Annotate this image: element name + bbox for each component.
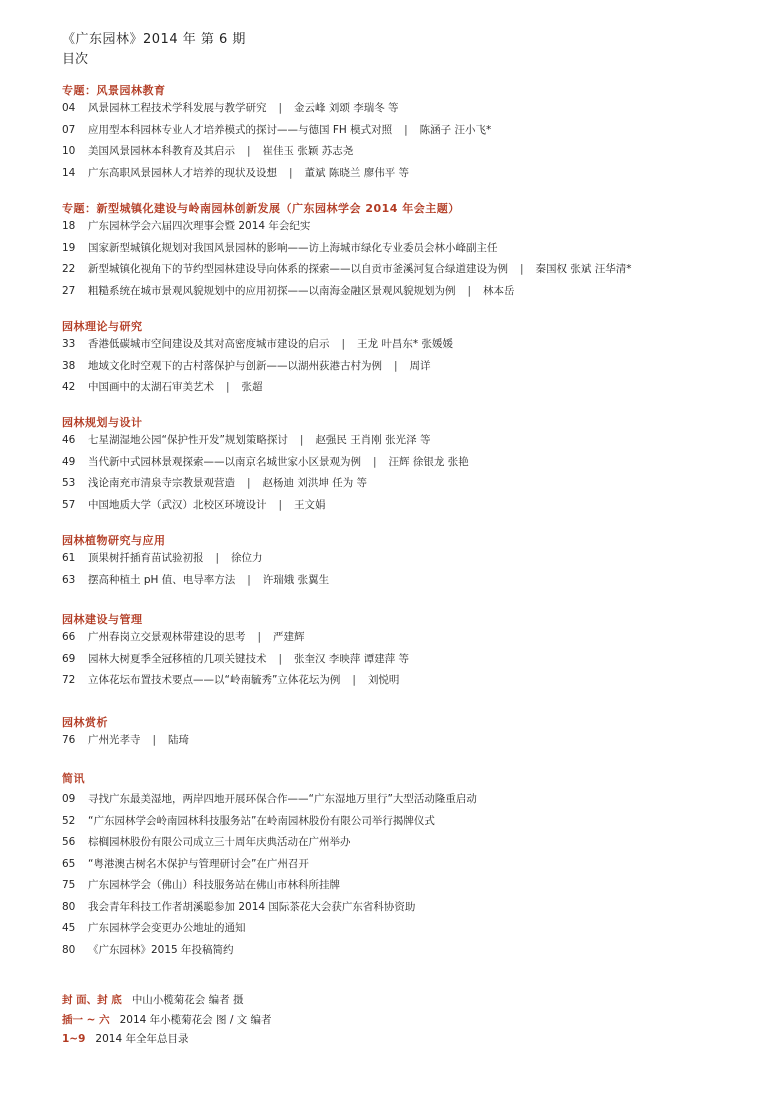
toc-entry — [62, 497, 326, 512]
article-title: 七星湖湿地公园“保护性开发”规划策略探讨 — [88, 434, 288, 446]
page-number: 52 — [62, 814, 76, 827]
section-heading: 园林规划与设计 — [62, 416, 143, 429]
article-authors: 崔佳玉 张颖 苏志尧 — [262, 145, 354, 158]
credit-text: 2014 年全年总目录 — [95, 1033, 189, 1045]
article-authors: 徐位力 — [231, 552, 263, 564]
toc-entry — [62, 122, 491, 137]
page-number: 04 — [62, 102, 76, 114]
article-authors: 林本岳 — [483, 284, 515, 297]
toc-entry — [62, 629, 305, 644]
article-authors: 董斌 陈晓兰 廖伟平 等 — [304, 166, 410, 179]
article-title: 摆高种植土 pH 值、电导率方法 — [88, 573, 236, 586]
page-number: 10 — [62, 145, 76, 158]
page-number: 66 — [62, 631, 76, 643]
toc-entry — [62, 572, 329, 587]
toc-entry — [62, 942, 234, 957]
page-number: 56 — [62, 836, 76, 849]
toc-entry — [62, 899, 415, 914]
separator: | — [257, 631, 262, 643]
article-title: 广东高职风景园林人才培养的现状及设想 — [88, 166, 277, 179]
article-authors: 赵杨迪 刘洪坤 任为 等 — [262, 477, 368, 490]
separator: | — [373, 455, 377, 468]
page-number: 65 — [62, 857, 76, 870]
toc-entry — [62, 877, 340, 892]
toc-entry — [62, 261, 631, 276]
article-title: 顶果树扦插育苗试验初报 — [88, 552, 204, 564]
toc-entry — [62, 732, 189, 747]
credit-text: 中山小榄菊花会 编者 摄 — [131, 994, 244, 1006]
toc-entry — [62, 100, 399, 115]
separator: | — [404, 123, 408, 136]
article-authors: 金云峰 刘颂 李瑞冬 等 — [294, 102, 399, 114]
separator: | — [394, 359, 398, 372]
separator: | — [247, 145, 251, 158]
page-number: 49 — [62, 455, 76, 468]
page-number: 69 — [62, 652, 76, 665]
toc-entry — [62, 283, 515, 298]
article-authors: 张奎汉 李映萍 谭建萍 等 — [294, 652, 410, 665]
toc-entry — [62, 379, 263, 394]
article-title: 粗糙系统在城市景观风貌规划中的应用初探——以南海金融区景观风貌规划为例 — [88, 284, 456, 297]
separator: | — [278, 102, 283, 114]
article-title: 中国画中的太湖石审美艺术 — [88, 381, 214, 394]
article-title: 新型城镇化视角下的节约型园林建设导向体系的探索——以自贡市釜溪河复合绿道建设为例 — [88, 263, 508, 276]
section-heading: 专题：风景园林教育 — [62, 84, 166, 97]
separator: | — [341, 338, 346, 350]
article-title: “广东园林学会岭南园林科技服务站”在岭南园林股份有限公司举行揭牌仪式 — [88, 814, 435, 827]
page-number: 42 — [62, 381, 76, 394]
section-heading: 园林植物研究与应用 — [62, 534, 166, 547]
article-title: 美国风景园林本科教育及其启示 — [88, 145, 235, 158]
page-number: 75 — [62, 879, 76, 892]
journal-title: 《广东园林》2014 年 第 6 期 — [62, 32, 246, 47]
page-number: 72 — [62, 674, 76, 687]
page-number: 63 — [62, 573, 76, 586]
page-number: 19 — [62, 241, 76, 254]
toc-entry — [62, 672, 399, 687]
toc-entry — [62, 856, 309, 871]
page-number: 80 — [62, 901, 76, 913]
article-title: 《广东园林》2015 年投稿简约 — [88, 943, 234, 956]
toc-entry — [62, 834, 351, 849]
article-title: 中国地质大学（武汉）北校区环境设计 — [88, 498, 267, 511]
section-heading: 简讯 — [62, 772, 85, 785]
article-title: 广东园林学会（佛山）科技服务站在佛山市林科所挂牌 — [88, 879, 340, 892]
page-number: 76 — [62, 734, 76, 746]
toc-entry — [62, 336, 453, 351]
toc-entry — [62, 475, 367, 490]
page-number: 07 — [62, 123, 76, 136]
article-title: 广州春岗立交景观林带建设的思考 — [88, 631, 246, 643]
toc-entry — [62, 791, 477, 806]
toc-entry — [62, 454, 469, 469]
separator: | — [278, 652, 283, 665]
section-heading: 专题：新型城镇化建设与岭南园林创新发展（广东园林学会 2014 年会主题） — [62, 202, 460, 215]
article-authors: 刘悦明 — [367, 674, 400, 687]
separator: | — [299, 434, 304, 446]
article-authors: 王文娟 — [294, 498, 326, 511]
article-title: 广东园林学会六届四次理事会暨 2014 年会纪实 — [88, 220, 311, 232]
credit-label: 1~9 — [62, 1033, 86, 1045]
article-authors: 赵强民 王肖刚 张光泽 等 — [315, 434, 431, 446]
credit-text: 2014 年小榄菊花会 图 / 文 编者 — [119, 1014, 272, 1026]
article-title: 地域文化时空观下的古村落保护与创新——以湖州荻港古村为例 — [88, 359, 382, 372]
toc-entry — [62, 143, 353, 158]
article-authors: 张超 — [241, 381, 263, 394]
article-title: 浅论南充市清泉寺宗教景观营造 — [88, 477, 235, 490]
section-heading: 园林建设与管理 — [62, 613, 143, 626]
article-authors: 陈涵子 汪小飞* — [419, 123, 492, 136]
separator: | — [467, 284, 472, 297]
toc-entry — [62, 240, 498, 255]
article-authors: 王龙 叶昌东* 张媛媛 — [357, 338, 453, 350]
article-authors: 周详 — [409, 359, 431, 372]
page-number: 53 — [62, 477, 76, 490]
article-authors: 许瑞娥 张翼生 — [262, 573, 330, 586]
page-number: 22 — [62, 263, 76, 276]
article-title: 寻找广东最美湿地，两岸四地开展环保合作——“广东湿地万里行”大型活动隆重启动 — [88, 793, 477, 805]
article-title: “粤港澳古树名木保护与管理研讨会”在广州召开 — [88, 857, 309, 870]
toc-entry — [62, 165, 409, 180]
article-title: 应用型本科园林专业人才培养模式的探讨——与德国 FH 模式对照 — [88, 123, 393, 136]
page-number: 33 — [62, 338, 76, 350]
article-authors: 汪辉 徐银龙 张艳 — [388, 455, 469, 468]
separator: | — [520, 263, 524, 276]
page-number: 38 — [62, 359, 76, 372]
credit-line — [62, 1012, 272, 1027]
page-number: 61 — [62, 552, 76, 564]
separator: | — [278, 498, 283, 511]
separator: | — [352, 674, 356, 687]
page-number: 09 — [62, 793, 76, 805]
article-title: 棕榈园林股份有限公司成立三十周年庆典活动在广州举办 — [88, 836, 351, 849]
article-title: 风景园林工程技术学科发展与教学研究 — [88, 102, 267, 114]
page-number: 80 — [62, 943, 76, 956]
toc-label: 目次 — [62, 52, 89, 67]
article-authors: 秦国权 张斌 汪华清* — [535, 263, 632, 276]
toc-entry — [62, 813, 435, 828]
article-title: 香港低碳城市空间建设及其对高密度城市建设的启示 — [88, 338, 330, 350]
separator: | — [152, 734, 157, 746]
toc-entry — [62, 651, 409, 666]
article-title: 立体花坛布置技术要点——以“岭南毓秀”立体花坛为例 — [88, 674, 341, 687]
article-title: 园林大树夏季全冠移植的几项关键技术 — [88, 652, 267, 665]
page-number: 18 — [62, 220, 76, 232]
section-heading: 园林理论与研究 — [62, 320, 143, 333]
article-title: 当代新中式园林景观探索——以南京名城世家小区景观为例 — [88, 455, 361, 468]
toc-entry — [62, 358, 431, 373]
page-number: 57 — [62, 498, 76, 511]
separator: | — [226, 381, 230, 394]
separator: | — [247, 573, 251, 586]
toc-entry — [62, 218, 310, 233]
article-authors: 严建辉 — [273, 631, 305, 643]
page-number: 46 — [62, 434, 76, 446]
toc-entry — [62, 550, 263, 565]
page-number: 45 — [62, 922, 76, 934]
article-title: 国家新型城镇化规划对我国风景园林的影响——访上海城市绿化专业委员会林小峰副主任 — [88, 241, 498, 254]
separator: | — [215, 552, 220, 564]
separator: | — [289, 166, 293, 179]
article-title: 广州光孝寺 — [88, 734, 141, 746]
article-title: 广东园林学会变更办公地址的通知 — [88, 922, 246, 934]
credit-label: 插一 ~ 六 — [62, 1014, 110, 1026]
separator: | — [247, 477, 251, 490]
credit-line — [62, 992, 244, 1007]
section-heading: 园林赏析 — [62, 716, 108, 729]
article-title: 我会青年科技工作者胡溪聪参加 2014 国际茶花大会获广东省科协资助 — [88, 901, 416, 913]
toc-entry — [62, 432, 430, 447]
page-number: 14 — [62, 166, 76, 179]
toc-entry — [62, 920, 246, 935]
credit-label: 封 面、封 底 — [62, 994, 122, 1006]
credit-line — [62, 1031, 188, 1046]
page-number: 27 — [62, 284, 76, 297]
article-authors: 陆琦 — [168, 734, 190, 746]
